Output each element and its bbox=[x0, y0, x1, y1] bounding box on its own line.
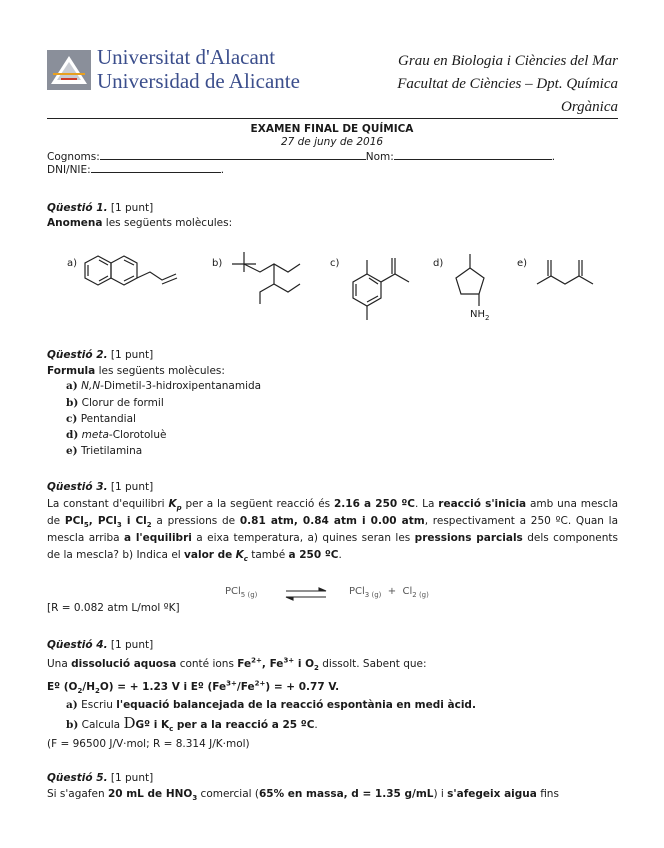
q5-title: Qüestió 5. bbox=[47, 772, 108, 784]
q1-instr-rest: les següents molècules: bbox=[105, 217, 233, 229]
q4-item-b: b) Calcula DGº i $K_c$ per a la reacció a 25 ºC. bbox=[66, 714, 318, 734]
q1-instruction bbox=[47, 216, 232, 230]
q5-statement: Si s'agafen 20 mL de $HNO_3$ comercial (65% en massa, d = 1.35 g/mL) i s'afegeix aigua fins bbox=[47, 788, 559, 803]
q1-title: Qüestió 1. bbox=[47, 202, 108, 214]
molecule-label-c: c) bbox=[330, 258, 340, 269]
molecule-label-a: a) bbox=[67, 258, 78, 269]
dni-field: DNI/NIE: . bbox=[47, 164, 225, 176]
molecule-label-b: b) bbox=[212, 258, 223, 269]
faculty-name: Facultat de Ciències – Dpt. Química bbox=[397, 76, 618, 92]
q4-potentials: Eº $(O_2/H_2O)$ = + 1.23 V i Eº $(Fe^{3+}/Fe^{2+})$ = + 0.77 V. bbox=[47, 679, 340, 696]
q5-points: [1 punt] bbox=[110, 772, 154, 784]
degree-header bbox=[397, 50, 618, 119]
q2-item-d: d) meta-Clorotoluè bbox=[66, 429, 167, 441]
surname-label: Cognoms: bbox=[47, 151, 100, 163]
university-logo bbox=[47, 50, 91, 90]
reaction-reactant: PCl$_{5 (g)}$ bbox=[225, 586, 258, 599]
q3-heading bbox=[47, 480, 153, 494]
exam-date: 27 de juny de 2016 bbox=[280, 136, 384, 148]
q4-heading bbox=[47, 638, 153, 652]
molecule-b-drawing bbox=[230, 248, 310, 308]
q2-points: [1 punt] bbox=[110, 349, 154, 361]
reaction-products: $PCl_{3 (g)} + Cl_{2 (g)}$ bbox=[349, 586, 429, 599]
q3-statement: La constant d'equilibri $K_p$ per a la següent reacció és 2.16 a 250 ºC. La reacció s'inicia amb una mescla de PCl$_5$, PCl$_3$ i $Cl_2$ a pressions de 0.81 atm, 0.84 atm i 0.00 atm, respectivament a 250 ºC. Quan la mescla arriba a l'equilibri a eixa temperatura, a) quines seran les pressions parcials dels components de la mescla? b) Indica el valor de $K_c$ també a 250 ºC. bbox=[47, 498, 619, 564]
university-name-es: Universidad de Alicante bbox=[97, 69, 300, 93]
q2-instr-rest: les següents molècules: bbox=[98, 365, 225, 377]
q2-instr-verb: Formula bbox=[47, 365, 96, 377]
q5-heading bbox=[47, 771, 153, 785]
molecule-label-e: e) bbox=[517, 258, 528, 269]
q2-item-b: b) Clorur de formil bbox=[66, 397, 164, 409]
q1-heading bbox=[47, 201, 153, 215]
q1-instr-verb: Anomena bbox=[47, 217, 103, 229]
degree-name: Grau en Biologia i Ciències del Mar bbox=[398, 53, 618, 69]
university-logo-icon bbox=[47, 50, 91, 90]
surname-blank[interactable] bbox=[100, 150, 366, 160]
name-fields: Cognoms: Nom: . bbox=[47, 151, 556, 163]
dni-blank[interactable] bbox=[91, 163, 221, 173]
equilibrium-arrows-icon bbox=[284, 587, 328, 601]
exam-title: EXAMEN FINAL DE QUÍMICA bbox=[250, 123, 414, 135]
header-divider bbox=[47, 118, 618, 119]
q2-item-e: e) Trietilamina bbox=[66, 445, 143, 457]
q4-statement: Una dissolució aquosa conté ions $Fe^{2+}$, $Fe^{3+}$ i $O_2$ dissolt. Sabent que: bbox=[47, 656, 427, 673]
q2-heading bbox=[47, 348, 153, 362]
molecule-e-drawing bbox=[535, 254, 605, 294]
q1-points: [1 punt] bbox=[110, 202, 154, 214]
q3-points: [1 punt] bbox=[110, 481, 154, 493]
q3-title: Qüestió 3. bbox=[47, 481, 108, 493]
q4-points: [1 punt] bbox=[110, 639, 154, 651]
amine-group-label: $NH_2$ bbox=[470, 309, 490, 322]
dni-label: DNI/NIE: bbox=[47, 164, 91, 176]
molecule-label-d: d) bbox=[433, 258, 444, 269]
department-name: Orgànica bbox=[561, 99, 618, 115]
university-name-ca: Universitat d'Alacant bbox=[97, 45, 276, 69]
q4-title: Qüestió 4. bbox=[47, 639, 108, 651]
q2-item-a: a) N,N-Dimetil-3-hidroxipentanamida bbox=[66, 380, 262, 392]
q4-constants: (F = 96500 J/V·mol; R = 8.314 J/K·mol) bbox=[47, 738, 250, 750]
molecule-a-drawing bbox=[84, 250, 194, 300]
q3-gas-constant: [R = 0.082 atm L/mol ºK] bbox=[47, 602, 180, 614]
molecule-c-drawing bbox=[345, 248, 415, 328]
q4-item-a: a) Escriu l'equació balancejada de la reacció espontània en medi àcid. bbox=[66, 699, 476, 711]
name-label: Nom: bbox=[365, 151, 394, 163]
q2-item-c: c) Pentandial bbox=[66, 413, 136, 425]
q2-instruction bbox=[47, 364, 225, 378]
name-blank[interactable] bbox=[394, 150, 552, 160]
molecule-d-drawing bbox=[448, 250, 498, 310]
q2-title: Qüestió 2. bbox=[47, 349, 108, 361]
